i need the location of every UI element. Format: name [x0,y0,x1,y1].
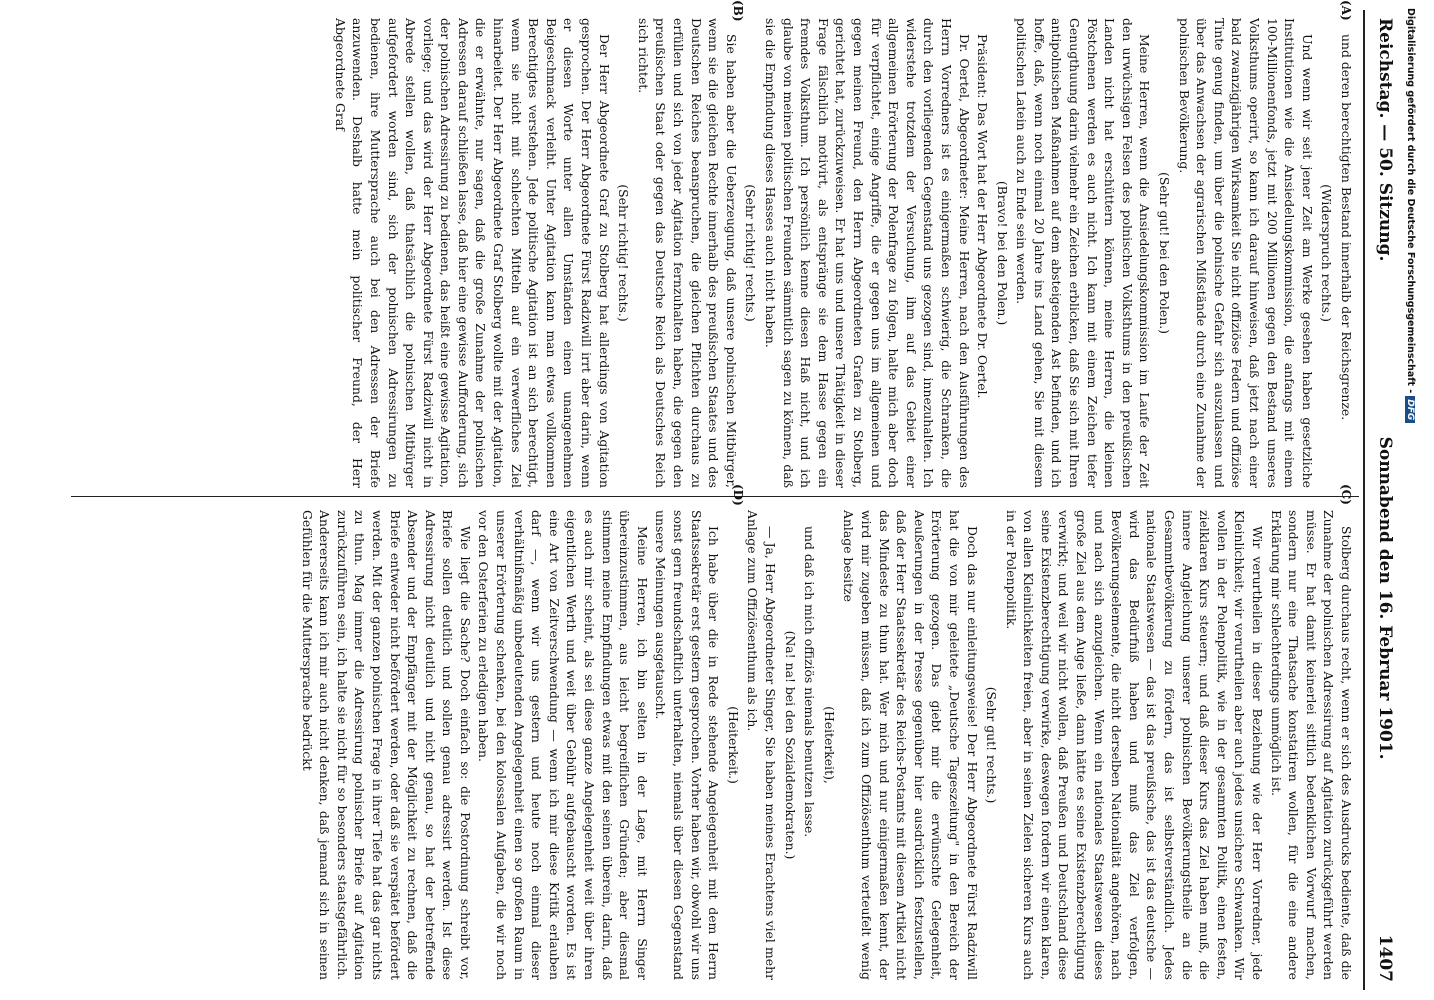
header-date: Sonnabend den 16. Februar 1901. [1375,436,1395,760]
paragraph: Stolberg durchaus recht, wenn er sich des Ausdrucks bediente, daß die Zunahme der polnischen Adressirung auf Agitation zurückgeführt werden müsse. Er hat damit keinerlei sittlich bedenklichen Vorwurf machen, sondern nur eine Thatsache konstatiren wollen, für die eine andere Erklärung mir schlechterdings unmöglich ist. [1268,510,1354,980]
interjection: (Sehr gut! bei den Polen.) [1157,172,1173,334]
running-header [1365,0,1405,1000]
document-sheet [65,0,1405,1000]
interjection: (Widerspruch rechts.) [1319,184,1335,322]
interjection: (Heiterkeit.) [725,706,741,784]
paragraph: Meine Herren, wenn die Ansiedelungskommission im Laufe der Zeit den urwüchsigen Felsen des polnischen Volksthums in den preußischen Landen nicht hat erschüttern können, meine Herren, die kleinen Pöstchenen werden es auch nicht. Ich kann mit einem Zeichen tiefer Genugthuung darin vielmehr ein Zeichen erblicken, daß Sie sich mit Ihren antipolnischen Maßnahmen auf dem absteigenden Ast befinden, und ich hoffe, daß, wenn noch einmal 20 Jahre ins Land gehen, Sie mit diesem politischen Latein auch zu Ende sein werden. [1014,18,1153,488]
paragraph: und daß ich mich offiziös niemals benutzen lasse. [802,526,818,838]
paragraph: Dr. Oertel, Abgeordneter: Meine Herren, nach den Ausführungen des Herrn Vorredners ist es einigermaßen schwierig, die Schranken, die durch den vorliegenden Gegenstand uns gezogen sind, innezuhalten. Ich widerstehe trotzdem der Versuchung, ihm auf das Gebiet einer allgemeinen Erörterung der Polenfrage zu folgen, halte mich aber doch für verpflichtet, einige Angriffe, die er gegen uns im allgemeinen und gegen meinen Freund, den Herrn Abgeordneten Grafen zu Stolberg, gerichtet hat, zurückzuweisen. Er hat uns und unsere Thätigkeit in dieser Frage fälschlich motivirt, als entspränge sie dem Hasse gegen ein fremdes Volksthum. Ich persönlich kenne diesen Haß nicht, und ich glaube von meinen politischen Freunden sämmtlich sagen zu können, daß sie die Empfindung dieses Hasses auch nicht haben. [763,18,972,488]
paragraph: Doch das nur einleitungsweise! Der Herr Abgeordnete Fürst Radziwill hat die von mir geleitete „Deutsche Tageszeitung" in den Bereich der Erörterung gezogen. Das giebt mir die erwünschte Gelegenheit, Aeußerungen in der Presse gegenüber hier ausdrücklich festzustellen, daß der Herr Staatssekretär des Reichs-Postamts mit diesem Artikel nicht das Mindeste zu thun hat. Wer mich und nur einigermaßen kennt, der wird mir zugeben müssen, daß ich zum Offiziösenthum verteufelt wenig Anlage besitze [841,510,980,980]
margin-mark-c: (C) [1339,484,1353,505]
interjection: (Sehr gut! rechts.) [984,686,1000,804]
interjection: (Na! na! bei den Sozialdemokraten.) [782,630,798,860]
header-left: Reichstag. — 50. Sitzung. [1375,18,1395,262]
paragraph: Wie liegt die Sache? Doch einfach so: die Postordnung schreibt vor, Briefe sollen deutlich und sollen genau adressirt werden. Ist diese Adressirung nicht deutlich und nicht genau, so hat der betreffende Absender und der Empfänger mit der Möglichkeit zu rechnen, daß die Briefe entweder nicht befördert werden, oder daß sie verspätet befördert werden. Mit der ganzen polnischen Frage in ihrer Tiefe hat das gar nichts zu thun. Mag immer die Adressirung polnischer Briefe auf Agitation zurückzuführen sein, ich halte sie nicht für so besonders staatsgefährlich. Andererseits kann ich mir auch nicht denken, daß jemand sich in seinen Gefühlen für die Muttersprache bedrückt [299,510,473,980]
margin-mark-d: (D) [731,484,745,506]
paragraph: Wir verurtheilen in dieser Beziehung wie der Herr Vorredner, jede Kleinlichkeit; wir verurtheilen aber auch jedes unsichere Schwanken. Wir wollen in der Polenpolitik, wie in der gesammten Politik, einen festen, zielklaren Kurs steuern; und daß dieser Kurs das Ziel haben muß, die innere Angleichung unserer polnischen Bevölkerungstheile an die Gesammtbevölkerung zu fördern, das ist selbstverständlich. Jedes nationale Staatswesen — das ist das preußische, das ist das deutsche — wird das Bedürfniß haben und muß das Ziel verfolgen, Bevölkerungselemente, die nicht derselben Nationalität angehören, nach und nach sich anzugleichen. Wenn ein nationales Staatswesen dieses große Ziel aus dem Auge ließe, dann hätte es seine Existenzberechtigung verwirkt; und weil wir nicht wollen, daß Preußen und Deutschland diese seine Existenzberechtigung verwirke, deswegen fordern wir einen klaren, von allen Kleinlichkeiten freien, aber in seinen Zielen sicheren Kurs auch in der Polenpolitik. [1003,510,1266,980]
paragraph: — Ja, Herr Abgeordneter Singer, Sie haben meines Erachtens viel mehr Anlage zum Offiziösenthum als ich. [745,510,778,980]
interjection: (Sehr richtig! rechts.) [743,184,759,322]
paragraph: Präsident: Das Wort hat der Herr Abgeordnete Dr. Oertel. [975,34,991,399]
paragraph: Der Herr Abgeordnete Graf zu Stolberg hat allerdings von Agitation gesprochen. Der Herr Abgeordnete Fürst Radziwill irrt aber darin, wenn er diesen Worte unter allen Umständen einen unangenehmen Beigeschmack verleiht. Unter Agitation kann man etwas vollkommen Berechtigtes verstehen. Jede politische Agitation ist an sich berechtigt, wenn sie nicht mit schlechten Mitteln auf ein verwerfliches Ziel hinarbeitet. Der Herr Abgeordnete Graf Stolberg wollte mit der Agitation, die er erwähnte, nur sagen, daß die große Zunahme der polnischen Adressen darauf schließen lasse, daß hier eine gewisse Aufforderung, sich der polnischen Adressirung zu bedienen, das heißt eine gewisse Agitation, vorliege; und das wird der Herr Abgeordnete Fürst Radziwill nicht in Abrede stellen wollen, daß thatsächlich die polnischen Mitbürger aufgefordert worden sind, sich der polnischen Adressirungen zu bedienen, ihre Muttersprache auch bei den Adressen der Briefe anzuwenden. Deshalb hatte mein politischer Freund, der Herr Abgeordnete Graf [332,18,612,488]
paragraph: Meine Herren, ich bin selten in der Lage, mit Herrn Singer übereinzustimmen, aus leicht begreiflichen Gründen; aber diesmal stimmen meine Empfindungen etwas mit den seinen überein, darin, daß es auch mir scheint, als sei diese ganze Angelegenheit weit über ihren eigentlichen Werth und weit über Gebühr aufgebauscht worden. Es ist eine Art von Zeitverschwendung — wenn ich mir diese Kritik erlauben darf —, wenn wir uns gestern und heute noch einmal dieser verhältnißmäßig unbedeutenden Angelegenheit einen so großen Raum in unserer Erörterung schenken, bei den kolossalen Aufgaben, die wir noch vor den Osterferien zu erledigen haben. [476,510,650,980]
paragraph: Sie haben aber die Ueberzeugung, daß unsere polnischen Mitbürger, wenn sie die gleichen Rechte innerhalb des preußischen Staates und des Deutschen Reiches beanspruchen, die gleichen Pflichten durchaus zu erfüllen und sich von jeder Agitation fernzuhalten haben, die gegen den preußischen Staat oder gegen das Deutsche Reich als Deutsches Reich sich richtet. [635,18,739,488]
right-column [73,510,1355,980]
margin-mark-a: (A) [1339,0,1353,21]
page-number: 1407 [1375,934,1395,982]
paragraph: Und wenn wir seit jener Zeit am Werke gesehen haben gesetzliche Institutionen wie die Ansiedelungskommission, die anfangs mit einem 100-Millionenfonds, jetzt mit 200 Millionen gegen den Bestand unseres Volksthums operirt, so kann ich darauf hinweisen, daß jetzt nach einer bald zwanzigjährigen Wirksamkeit Sie nicht offiziöse Federn und offiziöse Tinte genug finden, um über die polnische Gefahr sich auszulassen und über das Anwachsen der agrarischen Mißstände durch eine Zunahme der polnischen Bevölkerung. [1176,18,1315,488]
credit-text: Digitalisierung gefördert durch die Deutsche Forschungsgemeinschaft - [1405,8,1416,394]
interjection: (Heiterkeit), [821,706,837,784]
digitization-credit [1400,8,1424,992]
interjection: (Bravo! bei den Polen.) [994,180,1010,326]
dfg-logo: DFG [1405,396,1415,423]
left-column [73,18,1355,488]
header-rule [1363,10,1365,990]
column-divider [71,496,1359,497]
paragraph: und deren berechtigten Bestand innerhalb der Reichsgrenze. [1339,34,1354,421]
paragraph: Ich habe über die in Rede stehende Angelegenheit mit dem Herrn Staatssekretär erst gestern gesprochen. Vorher haben wir, obwohl wir uns sonst gern freundschaftlich unterhalten, niemals über diesen Gegenstand unsere Meinungen ausgetauscht. [653,510,722,980]
margin-mark-b: (B) [731,0,745,22]
interjection: (Sehr richtig! rechts.) [616,184,632,322]
